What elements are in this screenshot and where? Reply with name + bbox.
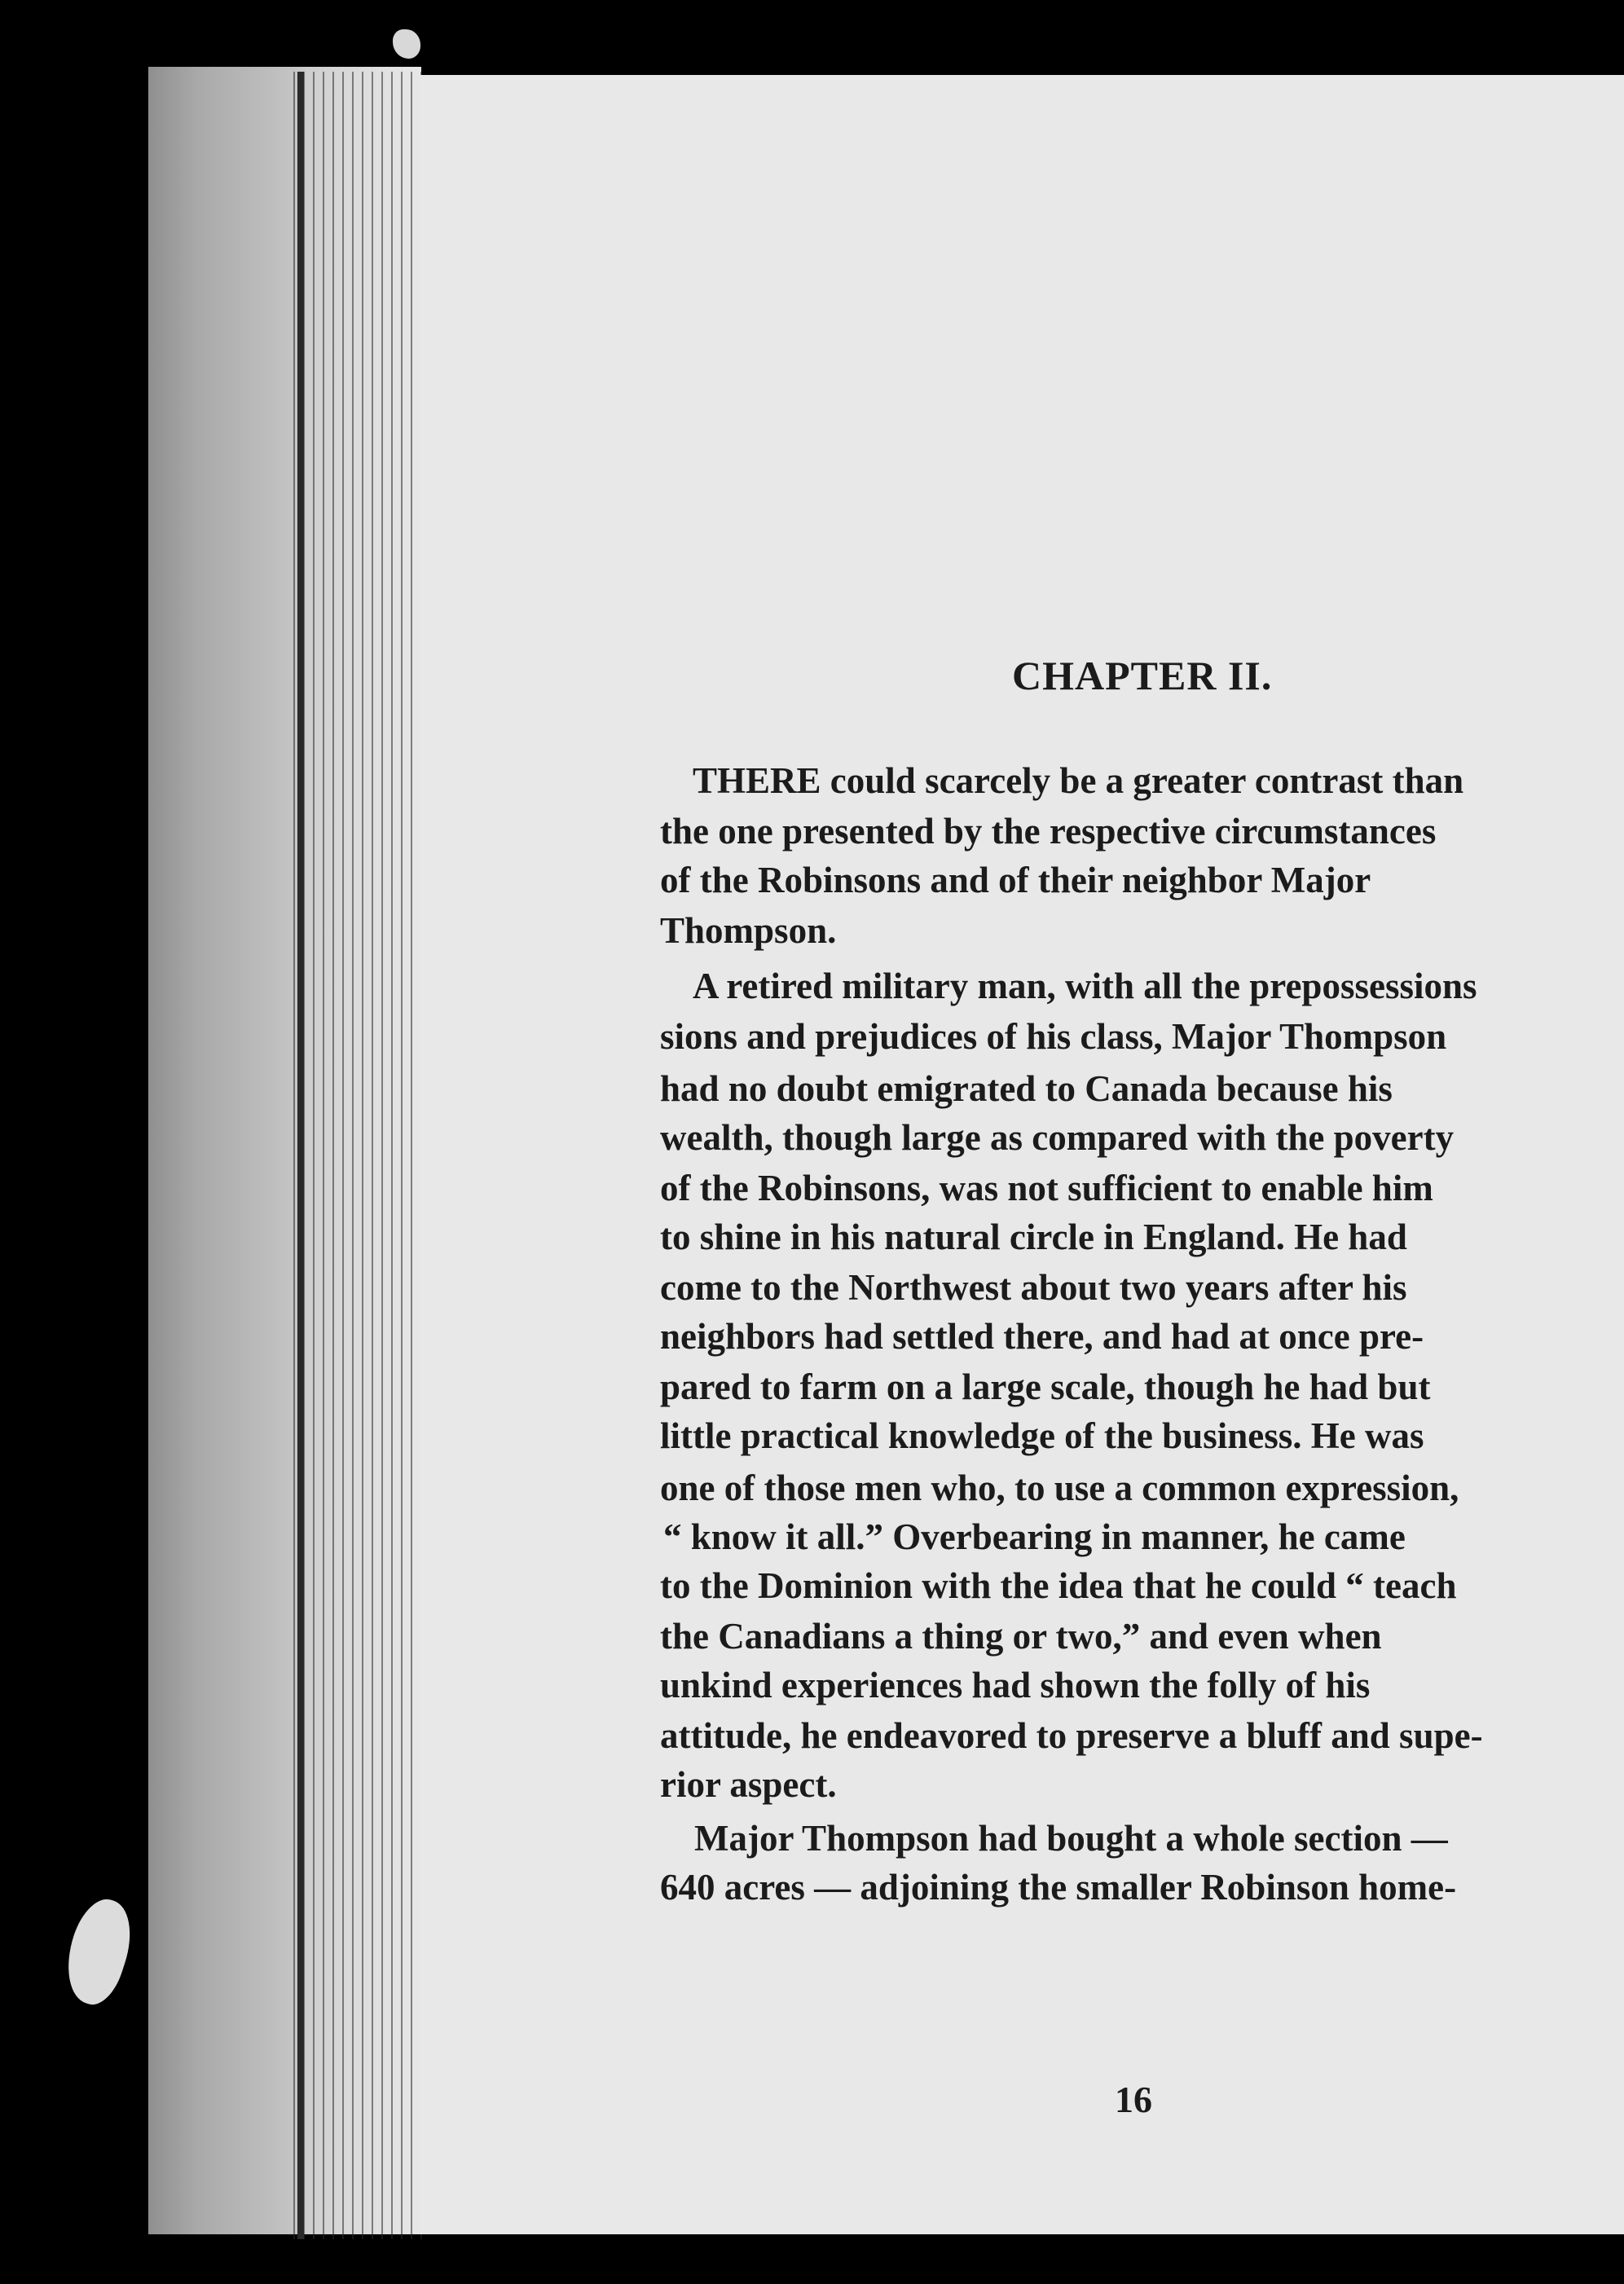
- text-line: pared to farm on a large scale, though he had but: [660, 1366, 1431, 1407]
- text-line: the one presented by the respective circumstances: [660, 811, 1437, 852]
- text-line: to shine in his natural circle in England. He had: [660, 1217, 1407, 1257]
- text-line: rior aspect.: [660, 1764, 837, 1805]
- chapter-title: CHAPTER II.: [1012, 653, 1273, 698]
- text-line: THERE could scarcely be a greater contrast than: [693, 760, 1464, 801]
- text-line: come to the Northwest about two years after his: [660, 1267, 1407, 1308]
- text-line: sions and prejudices of his class, Major Thompson: [660, 1016, 1447, 1057]
- text-line: 640 acres — adjoining the smaller Robinson home-: [660, 1867, 1457, 1908]
- text-line: unkind experiences had shown the folly of his: [660, 1665, 1371, 1705]
- text-line: one of those men who, to use a common expression,: [660, 1468, 1459, 1508]
- text-line: neighbors had settled there, and had at once pre-: [660, 1316, 1424, 1357]
- text-line: to the Dominion with the idea that he could “ teach: [660, 1565, 1457, 1606]
- text-line: “ know it all.” Overbearing in manner, he came: [663, 1516, 1406, 1557]
- text-line: wealth, though large as compared with the poverty: [660, 1117, 1455, 1158]
- text-line: attitude, he endeavored to preserve a bluff and supe-: [660, 1715, 1483, 1756]
- text-line: had no doubt emigrated to Canada because his: [660, 1068, 1393, 1109]
- text-line: A retired military man, with all the prepossessions: [693, 966, 1477, 1006]
- page-edge-lines: [293, 72, 424, 2239]
- text-line: of the Robinsons and of their neighbor Major: [660, 860, 1371, 900]
- text-line: Thompson.: [660, 910, 837, 951]
- text-line: little practical knowledge of the business. He was: [660, 1415, 1424, 1456]
- text-line: Major Thompson had bought a whole section —: [694, 1818, 1448, 1859]
- text-line: the Canadians a thing or two,” and even when: [660, 1616, 1382, 1657]
- page-number: 16: [1115, 2079, 1152, 2120]
- text-line: of the Robinsons, was not sufficient to enable him: [660, 1168, 1433, 1208]
